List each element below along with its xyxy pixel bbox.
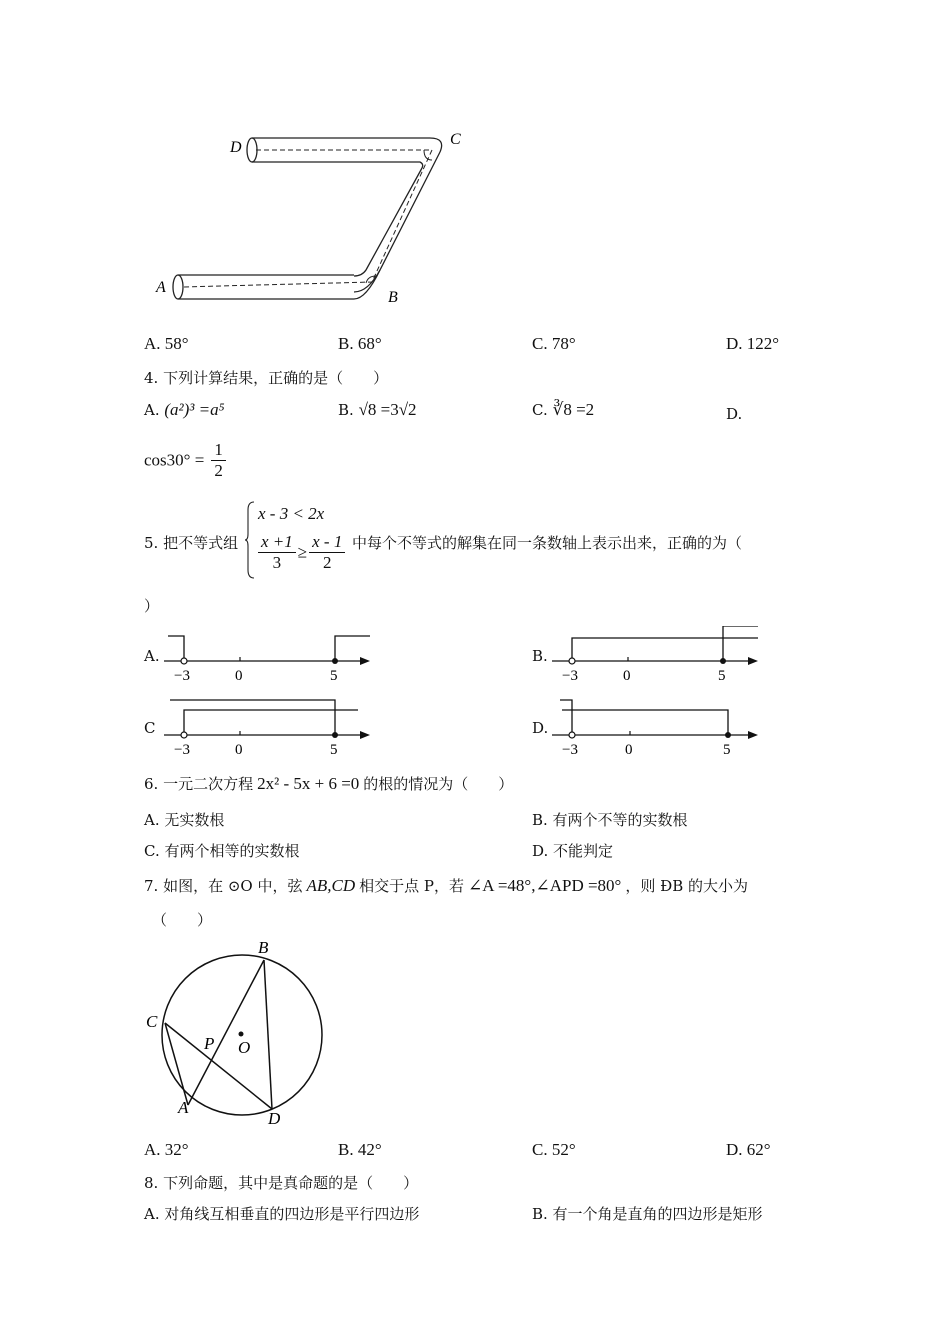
q5-option-c-label[interactable]: C bbox=[144, 719, 156, 737]
q4-option-d-letter[interactable]: D. bbox=[726, 405, 743, 423]
q6-stem: 6. 一元二次方程 2x² - 5x + 6 =0 的根的情况为（ ） bbox=[144, 774, 514, 793]
tick-label: 0 bbox=[235, 742, 243, 758]
q5-frac-right: $\frac{x - 1}{2}$ bbox=[309, 532, 345, 573]
q3-option-a[interactable]: A. 58° bbox=[144, 334, 189, 353]
tick-label: −3 bbox=[174, 668, 190, 684]
q6-option-a[interactable]: A. 无实数根 bbox=[144, 811, 225, 829]
q4-option-b-expr: √8 =3√2 bbox=[358, 400, 417, 419]
q4-option-c-letter: C. bbox=[532, 401, 553, 419]
q5-inequality-2: $\frac{x +1}{3}$ ≥ $\frac{x - 1}{2}$ bbox=[256, 532, 347, 573]
q5-frac-left: $\frac{x +1}{3}$ bbox=[258, 532, 296, 573]
q7-option-d[interactable]: D. 62° bbox=[726, 1140, 771, 1159]
q7-option-c[interactable]: C. 52° bbox=[532, 1140, 576, 1159]
q3-option-c[interactable]: C. 78° bbox=[532, 334, 576, 353]
q8-option-a[interactable]: A. 对角线互相垂直的四边形是平行四边形 bbox=[144, 1205, 420, 1223]
q5-inequality-1: x - 3 < 2x bbox=[258, 504, 325, 523]
q8-option-b[interactable]: B. 有一个角是直角的四边形是矩形 bbox=[532, 1205, 763, 1223]
q6-option-c[interactable]: C. 有两个相等的实数根 bbox=[144, 842, 300, 860]
tick-label: 5 bbox=[330, 668, 338, 684]
q7-stem: 7. 如图，在 ⊙O 中，弦 AB,CD 相交于点 P，若 ∠A =48°,∠APD =80° ，则 ÐB 的大小为 bbox=[144, 876, 749, 895]
q5-stem-prefix: 5. 把不等式组 bbox=[144, 534, 239, 552]
q4-stem: 4. 下列计算结果，正确的是（ ） bbox=[144, 369, 389, 387]
q4-option-d-fraction: $\frac{1}{2}$ bbox=[211, 440, 226, 481]
tick-label: 0 bbox=[235, 668, 243, 684]
label-c: C bbox=[450, 131, 461, 148]
q4-option-a-letter: A. bbox=[144, 401, 165, 419]
pipe-figure bbox=[140, 120, 480, 310]
label-d: D bbox=[230, 139, 242, 156]
label-a: A bbox=[178, 1098, 189, 1117]
tick-label: 0 bbox=[625, 742, 633, 758]
tick-label: −3 bbox=[174, 742, 190, 758]
q5-option-a-label[interactable]: A. bbox=[144, 647, 160, 665]
label-c: C bbox=[146, 1012, 158, 1031]
q7-option-a[interactable]: A. 32° bbox=[144, 1140, 189, 1159]
q5-option-b-label[interactable]: B. bbox=[532, 647, 548, 665]
q3-option-b[interactable]: B. 68° bbox=[338, 334, 382, 353]
circle-figure bbox=[140, 935, 340, 1135]
label-b: B bbox=[258, 938, 269, 957]
q5-option-d-label[interactable]: D. bbox=[532, 719, 549, 737]
tick-label: −3 bbox=[562, 668, 578, 684]
q5-stem-end: ） bbox=[144, 597, 160, 615]
q4-option-c[interactable] bbox=[532, 400, 594, 420]
q5-number-line-a[interactable] bbox=[160, 626, 380, 686]
q4-option-b-letter: B. bbox=[338, 401, 359, 419]
label-o: O bbox=[238, 1038, 251, 1057]
q6-option-d[interactable]: D. 不能判定 bbox=[532, 842, 614, 860]
tick-label: 5 bbox=[718, 668, 726, 684]
label-d: D bbox=[268, 1109, 281, 1128]
q5-number-line-c[interactable] bbox=[160, 698, 380, 758]
label-p: P bbox=[204, 1034, 215, 1053]
q6-equation: 2x² - 5x + 6 =0 bbox=[257, 774, 360, 793]
q6-option-b[interactable]: B. 有两个不等的实数根 bbox=[532, 811, 688, 829]
tick-label: −3 bbox=[562, 742, 578, 758]
label-a: A bbox=[156, 279, 166, 296]
tick-label: 5 bbox=[723, 742, 731, 758]
q4-option-a[interactable] bbox=[144, 400, 225, 420]
q5-number-line-b[interactable] bbox=[548, 626, 768, 686]
label-b: B bbox=[388, 289, 398, 306]
q4-option-d-expr[interactable] bbox=[144, 440, 228, 481]
q4-option-a-expr: (a²)³ =a⁵ bbox=[164, 400, 225, 419]
tick-label: 0 bbox=[623, 668, 631, 684]
q4-option-d-cos: cos30° = bbox=[144, 450, 205, 470]
tick-label: 5 bbox=[330, 742, 338, 758]
q5-stem-suffix: 中每个不等式的解集在同一条数轴上表示出来，正确的为（ bbox=[352, 534, 743, 552]
q5-brace bbox=[244, 500, 256, 580]
q3-option-d[interactable]: D. 122° bbox=[726, 334, 780, 353]
q4-option-c-expr: ∛8 =2 bbox=[552, 400, 595, 419]
q7-option-b[interactable]: B. 42° bbox=[338, 1140, 382, 1159]
q5-number-line-d[interactable] bbox=[548, 698, 768, 758]
q7-stem-line2: （ ） bbox=[152, 911, 213, 929]
q8-stem: 8. 下列命题，其中是真命题的是（ ） bbox=[144, 1174, 419, 1192]
q7-chords: AB,CD bbox=[306, 876, 356, 895]
q4-option-b[interactable] bbox=[338, 400, 417, 420]
q7-angles: ∠A =48°,∠APD =80° bbox=[468, 876, 622, 895]
